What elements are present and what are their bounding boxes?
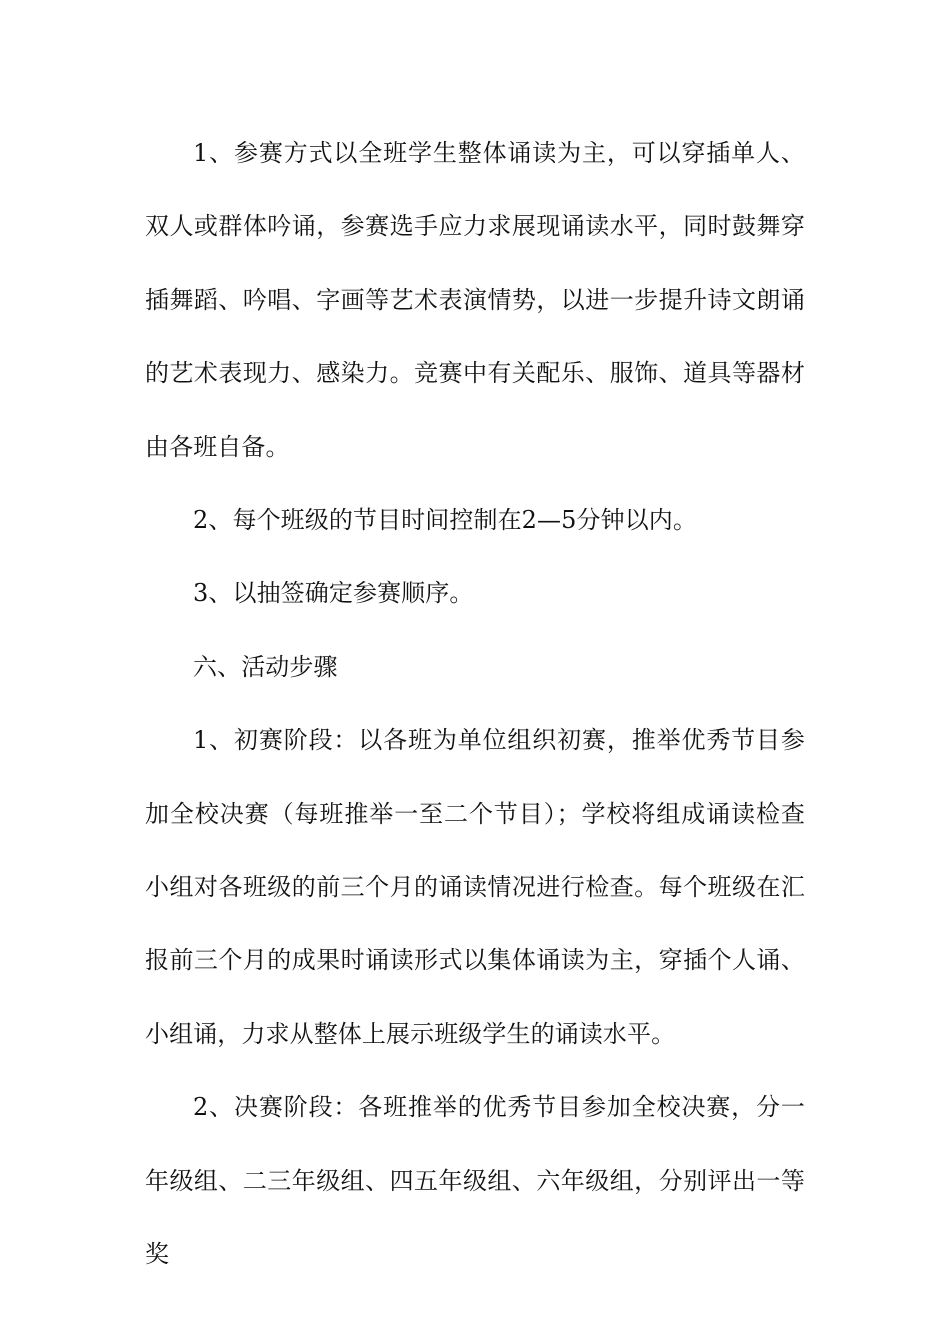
paragraph-preliminary-stage: 1、初赛阶段：以各班为单位组织初赛，推举优秀节目参加全校决赛（每班推举一至二个节目）；学校将组成诵读检查小组对各班级的前三个月的诵读情况进行检查。每个班级在汇报前三个月的成果时诵读形式以集体诵读为主，穿插个人诵、小组诵，力求从整体上展示班级学生的诵读水平。 <box>145 726 805 1048</box>
section-heading-activity-steps: 六、活动步骤 <box>193 652 338 681</box>
paragraph-final-stage: 2、决赛阶段：各班推举的优秀节目参加全校决赛，分一年级组、二三年级组、四五年级组、六年级组，分别评出一等奖 <box>145 1093 805 1269</box>
document-body <box>145 117 805 1292</box>
paragraph-participation-method: 1、参赛方式以全班学生整体诵读为主，可以穿插单人、双人或群体吟诵，参赛选手应力求展现诵读水平，同时鼓舞穿插舞蹈、吟唱、字画等艺术表演情势，以进一步提升诗文朗诵的艺术表现力、感染力。竞赛中有关配乐、服饰、道具等器材由各班自备。 <box>145 139 805 461</box>
paragraph-draw-order: 3、以抽签确定参赛顺序。 <box>193 579 474 608</box>
paragraph-time-limit: 2、每个班级的节目时间控制在2—5分钟以内。 <box>193 506 698 535</box>
